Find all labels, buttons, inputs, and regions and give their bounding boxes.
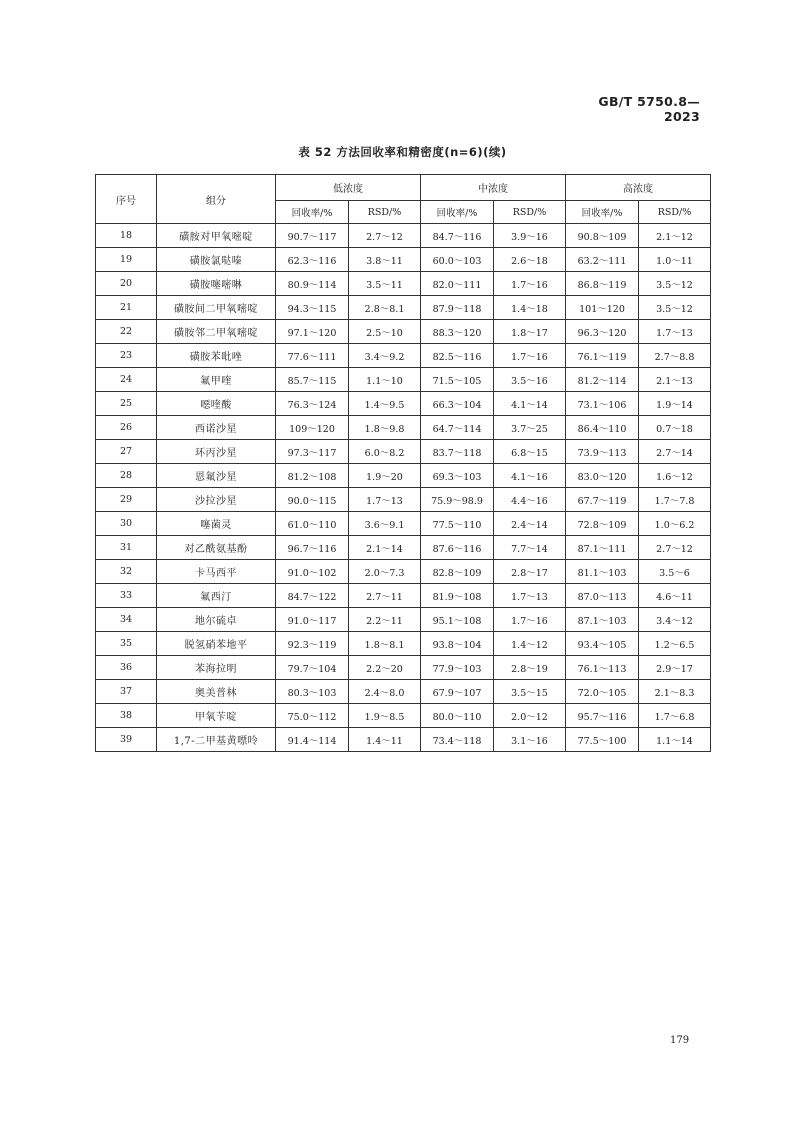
mid-rsd: 2.8～17 [494,560,566,584]
low-rsd: 3.5～11 [349,272,421,296]
low-recovery: 61.0～110 [276,512,349,536]
mid-recovery: 84.7～116 [421,224,494,248]
mid-rsd: 1.7～16 [494,608,566,632]
table-row [96,464,711,488]
mid-recovery: 66.3～104 [421,392,494,416]
low-recovery: 97.3～117 [276,440,349,464]
header-component: 组分 [157,175,276,224]
header-mid-recovery: 回收率/% [421,201,494,224]
low-recovery: 79.7～104 [276,656,349,680]
mid-rsd: 4.1～16 [494,464,566,488]
row-component: 恩氟沙星 [157,464,276,488]
table-row [96,632,711,656]
mid-recovery: 88.3～120 [421,320,494,344]
low-recovery: 62.3～116 [276,248,349,272]
mid-recovery: 67.9～107 [421,680,494,704]
row-number: 33 [96,584,157,608]
row-number: 28 [96,464,157,488]
mid-rsd: 6.8～15 [494,440,566,464]
standard-code: GB/T 5750.8—2023 [598,94,700,124]
table-row [96,272,711,296]
mid-rsd: 3.5～16 [494,368,566,392]
high-rsd: 2.1～12 [639,224,711,248]
table-row [96,368,711,392]
high-recovery: 93.4～105 [566,632,639,656]
low-rsd: 2.2～20 [349,656,421,680]
high-recovery: 96.3～120 [566,320,639,344]
high-rsd: 2.1～13 [639,368,711,392]
low-recovery: 80.9～114 [276,272,349,296]
table-row [96,416,711,440]
mid-rsd: 2.8～19 [494,656,566,680]
row-number: 34 [96,608,157,632]
table-caption: 表 52 方法回收率和精密度(n=6)(续) [298,145,507,159]
row-component: 噻菌灵 [157,512,276,536]
high-recovery: 76.1～113 [566,656,639,680]
low-rsd: 2.2～11 [349,608,421,632]
row-component: 磺胺邻二甲氧嘧啶 [157,320,276,344]
mid-recovery: 82.8～109 [421,560,494,584]
row-component: 奥美普林 [157,680,276,704]
high-rsd: 3.5～6 [639,560,711,584]
low-rsd: 1.4～9.5 [349,392,421,416]
low-rsd: 1.1～10 [349,368,421,392]
low-recovery: 91.0～117 [276,608,349,632]
low-rsd: 2.5～10 [349,320,421,344]
high-recovery: 83.0～120 [566,464,639,488]
high-recovery: 67.7～119 [566,488,639,512]
low-rsd: 1.9～8.5 [349,704,421,728]
mid-recovery: 69.3～103 [421,464,494,488]
table-row [96,680,711,704]
row-number: 39 [96,728,157,752]
mid-rsd: 1.4～18 [494,296,566,320]
low-rsd: 2.0～7.3 [349,560,421,584]
high-rsd: 1.6～12 [639,464,711,488]
table-row [96,656,711,680]
mid-recovery: 82.5～116 [421,344,494,368]
table-row [96,248,711,272]
row-number: 30 [96,512,157,536]
table-row [96,512,711,536]
mid-rsd: 1.7～16 [494,272,566,296]
row-number: 20 [96,272,157,296]
table-row [96,560,711,584]
high-rsd: 1.1～14 [639,728,711,752]
mid-recovery: 77.9～103 [421,656,494,680]
high-recovery: 90.8～109 [566,224,639,248]
high-rsd: 2.9～17 [639,656,711,680]
high-rsd: 1.7～13 [639,320,711,344]
row-component: 1,7-二甲基黄嘌呤 [157,728,276,752]
mid-recovery: 93.8～104 [421,632,494,656]
high-rsd: 0.7～18 [639,416,711,440]
low-recovery: 85.7～115 [276,368,349,392]
row-component: 磺胺对甲氧嘧啶 [157,224,276,248]
high-recovery: 95.7～116 [566,704,639,728]
low-rsd: 1.8～8.1 [349,632,421,656]
high-recovery: 81.2～114 [566,368,639,392]
table-row [96,320,711,344]
low-rsd: 2.4～8.0 [349,680,421,704]
high-rsd: 2.7～14 [639,440,711,464]
table-row [96,584,711,608]
mid-recovery: 71.5～105 [421,368,494,392]
mid-rsd: 3.9～16 [494,224,566,248]
high-recovery: 77.5～100 [566,728,639,752]
header-low-rsd: RSD/% [349,201,421,224]
row-component: 磺胺氯哒嗪 [157,248,276,272]
row-component: 甲氧苄啶 [157,704,276,728]
high-recovery: 87.1～111 [566,536,639,560]
mid-rsd: 1.4～12 [494,632,566,656]
low-rsd: 2.7～11 [349,584,421,608]
high-recovery: 72.0～105 [566,680,639,704]
mid-recovery: 75.9～98.9 [421,488,494,512]
low-recovery: 109～120 [276,416,349,440]
header-low-recovery: 回收率/% [276,201,349,224]
high-recovery: 87.1～103 [566,608,639,632]
table-row [96,728,711,752]
row-number: 27 [96,440,157,464]
mid-recovery: 73.4～118 [421,728,494,752]
mid-recovery: 87.6～116 [421,536,494,560]
row-number: 35 [96,632,157,656]
high-recovery: 63.2～111 [566,248,639,272]
row-component: 卡马西平 [157,560,276,584]
high-rsd: 1.2～6.5 [639,632,711,656]
high-rsd: 1.9～14 [639,392,711,416]
mid-recovery: 87.9～118 [421,296,494,320]
low-recovery: 91.0～102 [276,560,349,584]
row-number: 21 [96,296,157,320]
high-rsd: 1.0～6.2 [639,512,711,536]
table-row [96,224,711,248]
low-recovery: 80.3～103 [276,680,349,704]
recovery-precision-table [95,174,711,752]
table-row [96,440,711,464]
high-recovery: 86.4～110 [566,416,639,440]
low-recovery: 76.3～124 [276,392,349,416]
low-recovery: 90.0～115 [276,488,349,512]
row-component: 磺胺噻嘧啉 [157,272,276,296]
page-number: 179 [670,1035,690,1046]
low-rsd: 1.4～11 [349,728,421,752]
low-rsd: 1.8～9.8 [349,416,421,440]
high-recovery: 73.1～106 [566,392,639,416]
table-row [96,344,711,368]
header-mid: 中浓度 [421,175,566,201]
mid-rsd: 2.4～14 [494,512,566,536]
high-recovery: 81.1～103 [566,560,639,584]
low-recovery: 96.7～116 [276,536,349,560]
row-number: 23 [96,344,157,368]
low-rsd: 2.1～14 [349,536,421,560]
high-rsd: 1.7～7.8 [639,488,711,512]
table-row [96,704,711,728]
high-recovery: 101～120 [566,296,639,320]
row-number: 37 [96,680,157,704]
high-rsd: 2.1～8.3 [639,680,711,704]
header-high-rsd: RSD/% [639,201,711,224]
row-number: 38 [96,704,157,728]
low-rsd: 2.8～8.1 [349,296,421,320]
high-recovery: 73.9～113 [566,440,639,464]
row-number: 25 [96,392,157,416]
header-high: 高浓度 [566,175,711,201]
low-recovery: 92.3～119 [276,632,349,656]
high-rsd: 1.7～6.8 [639,704,711,728]
low-recovery: 91.4～114 [276,728,349,752]
row-number: 29 [96,488,157,512]
mid-rsd: 2.0～12 [494,704,566,728]
high-recovery: 86.8～119 [566,272,639,296]
row-number: 26 [96,416,157,440]
mid-rsd: 3.7～25 [494,416,566,440]
mid-rsd: 2.6～18 [494,248,566,272]
row-number: 18 [96,224,157,248]
high-rsd: 2.7～8.8 [639,344,711,368]
header-seq: 序号 [96,175,157,224]
high-rsd: 3.4～12 [639,608,711,632]
mid-rsd: 1.8～17 [494,320,566,344]
high-recovery: 76.1～119 [566,344,639,368]
high-rsd: 1.0～11 [639,248,711,272]
low-recovery: 97.1～120 [276,320,349,344]
header-high-recovery: 回收率/% [566,201,639,224]
table-row [96,536,711,560]
high-rsd: 4.6～11 [639,584,711,608]
mid-recovery: 81.9～108 [421,584,494,608]
high-rsd: 2.7～12 [639,536,711,560]
high-rsd: 3.5～12 [639,272,711,296]
mid-rsd: 4.4～16 [494,488,566,512]
table-row [96,296,711,320]
mid-recovery: 60.0～103 [421,248,494,272]
header-low: 低浓度 [276,175,421,201]
table-body [96,224,711,752]
mid-rsd: 1.7～13 [494,584,566,608]
row-number: 24 [96,368,157,392]
low-recovery: 75.0～112 [276,704,349,728]
mid-rsd: 3.1～16 [494,728,566,752]
low-rsd: 3.4～9.2 [349,344,421,368]
mid-rsd: 3.5～15 [494,680,566,704]
low-rsd: 1.9～20 [349,464,421,488]
high-recovery: 87.0～113 [566,584,639,608]
low-recovery: 81.2～108 [276,464,349,488]
low-recovery: 94.3～115 [276,296,349,320]
high-rsd: 3.5～12 [639,296,711,320]
row-number: 19 [96,248,157,272]
low-rsd: 2.7～12 [349,224,421,248]
mid-recovery: 77.5～110 [421,512,494,536]
row-component: 磺胺苯吡唑 [157,344,276,368]
row-component: 噁喹酸 [157,392,276,416]
table-row [96,392,711,416]
row-component: 苯海拉明 [157,656,276,680]
row-number: 31 [96,536,157,560]
table-row [96,488,711,512]
low-recovery: 90.7～117 [276,224,349,248]
header-mid-rsd: RSD/% [494,201,566,224]
row-component: 氟西汀 [157,584,276,608]
mid-recovery: 95.1～108 [421,608,494,632]
row-number: 22 [96,320,157,344]
row-component: 脱氢硝苯地平 [157,632,276,656]
low-rsd: 1.7～13 [349,488,421,512]
row-component: 地尔硫卓 [157,608,276,632]
low-rsd: 6.0～8.2 [349,440,421,464]
high-recovery: 72.8～109 [566,512,639,536]
mid-rsd: 4.1～14 [494,392,566,416]
row-component: 对乙酰氨基酚 [157,536,276,560]
low-rsd: 3.6～9.1 [349,512,421,536]
row-component: 磺胺间二甲氧嘧啶 [157,296,276,320]
row-number: 36 [96,656,157,680]
row-component: 西诺沙星 [157,416,276,440]
mid-recovery: 83.7～118 [421,440,494,464]
mid-rsd: 1.7～16 [494,344,566,368]
low-rsd: 3.8～11 [349,248,421,272]
row-component: 环丙沙星 [157,440,276,464]
row-number: 32 [96,560,157,584]
mid-recovery: 82.0～111 [421,272,494,296]
low-recovery: 84.7～122 [276,584,349,608]
low-recovery: 77.6～111 [276,344,349,368]
row-component: 沙拉沙星 [157,488,276,512]
mid-recovery: 80.0～110 [421,704,494,728]
table-row [96,608,711,632]
row-component: 氟甲喹 [157,368,276,392]
mid-recovery: 64.7～114 [421,416,494,440]
mid-rsd: 7.7～14 [494,536,566,560]
